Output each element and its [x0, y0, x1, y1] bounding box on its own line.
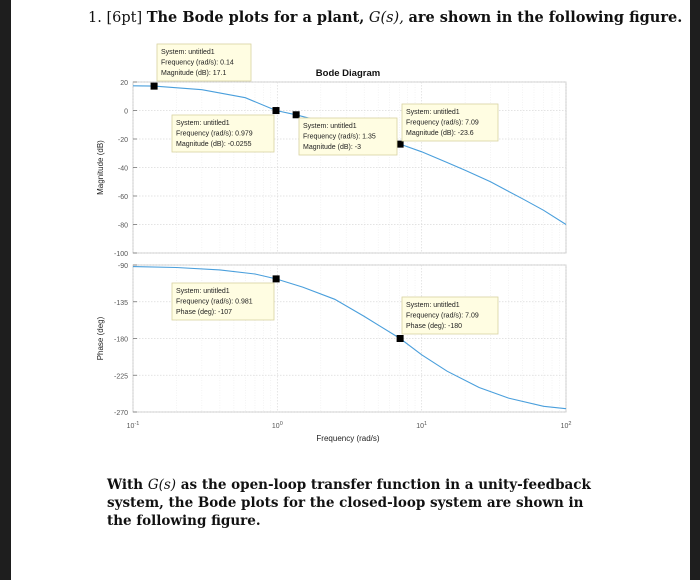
magnitude-y-tick-label: 0 [124, 108, 128, 116]
magnitude-datatip-text: Magnitude (dB): -3 [303, 144, 361, 151]
x-tick-label: $10^1$ [416, 421, 428, 430]
chart-title: Bode Diagram [315, 68, 381, 79]
magnitude-datatip-text: Frequency (rad/s): 1.35 [303, 133, 376, 141]
phase-y-tick-label: -90 [117, 263, 128, 270]
magnitude-y-tick-label: -60 [117, 194, 128, 201]
phase-y-axis-label: Phase (deg) [96, 316, 105, 361]
magnitude-datatip-text: Magnitude (dB): 17.1 [161, 70, 227, 77]
paragraph [107, 476, 607, 530]
magnitude-y-tick-label: -40 [117, 165, 128, 173]
problem-points: [6pt] [106, 10, 143, 26]
magnitude-datatip-text: Frequency (rad/s): 0.979 [176, 130, 253, 138]
magnitude-datatip-marker [397, 141, 404, 148]
phase-datatip-text: Phase (deg): -107 [176, 309, 233, 316]
phase-datatip-marker [397, 335, 404, 342]
problem-text-suffix: are shown in the following figure. [408, 9, 683, 26]
paragraph-symbol: G(s) [147, 477, 177, 493]
phase-datatip-marker [273, 275, 280, 282]
paragraph-text: as the open-loop transfer function in a unity-feedback system, the Bode plots for the closed-loop system are shown in the following figure. [107, 477, 591, 529]
magnitude-y-tick-label: -80 [117, 222, 128, 230]
magnitude-datatip-text: Frequency (rad/s): 7.09 [406, 119, 479, 127]
phase-y-tick-label: -270 [113, 410, 128, 417]
magnitude-datatip-text: Magnitude (dB): -0.0255 [176, 141, 252, 148]
x-axis-label: Frequency (rad/s) [316, 434, 380, 443]
x-tick-label: $10^2$ [560, 421, 572, 430]
magnitude-y-tick-label: 20 [120, 80, 128, 87]
magnitude-y-tick-label: -100 [113, 251, 128, 258]
magnitude-datatip-text: System: untitled1 [161, 49, 215, 56]
phase-datatip-text: System: untitled1 [176, 288, 230, 295]
phase-datatip-text: System: untitled1 [406, 302, 460, 309]
magnitude-datatip-text: System: untitled1 [406, 109, 460, 116]
magnitude-y-tick-label: -20 [117, 137, 128, 144]
phase-datatip-text: Frequency (rad/s): 0.981 [176, 298, 253, 306]
problem-number: 1. [88, 10, 102, 26]
x-tick-label: $10^0$ [271, 421, 283, 430]
magnitude-datatip-text: System: untitled1 [303, 123, 357, 130]
problem-symbol: G(s), [368, 10, 404, 26]
magnitude-datatip-marker [273, 107, 280, 114]
magnitude-datatip-marker [151, 83, 158, 90]
phase-y-tick-label: -180 [113, 336, 128, 344]
magnitude-datatip-text: Frequency (rad/s): 0.14 [161, 59, 234, 67]
x-tick-label: $10^{-1}$ [126, 421, 140, 430]
paragraph-with: With [107, 477, 144, 493]
magnitude-datatip-text: Magnitude (dB): -23.6 [406, 130, 474, 137]
phase-datatip-text: Phase (deg): -180 [406, 323, 463, 330]
phase-y-tick-label: -135 [113, 299, 128, 307]
problem-text-prefix: The Bode plots for a plant, [146, 9, 365, 26]
phase-datatip-text: Frequency (rad/s): 7.09 [406, 312, 479, 320]
magnitude-datatip-text: System: untitled1 [176, 120, 230, 127]
phase-y-tick-label: -225 [113, 373, 128, 381]
magnitude-datatip-marker [293, 111, 300, 118]
magnitude-y-axis-label: Magnitude (dB) [96, 140, 105, 195]
